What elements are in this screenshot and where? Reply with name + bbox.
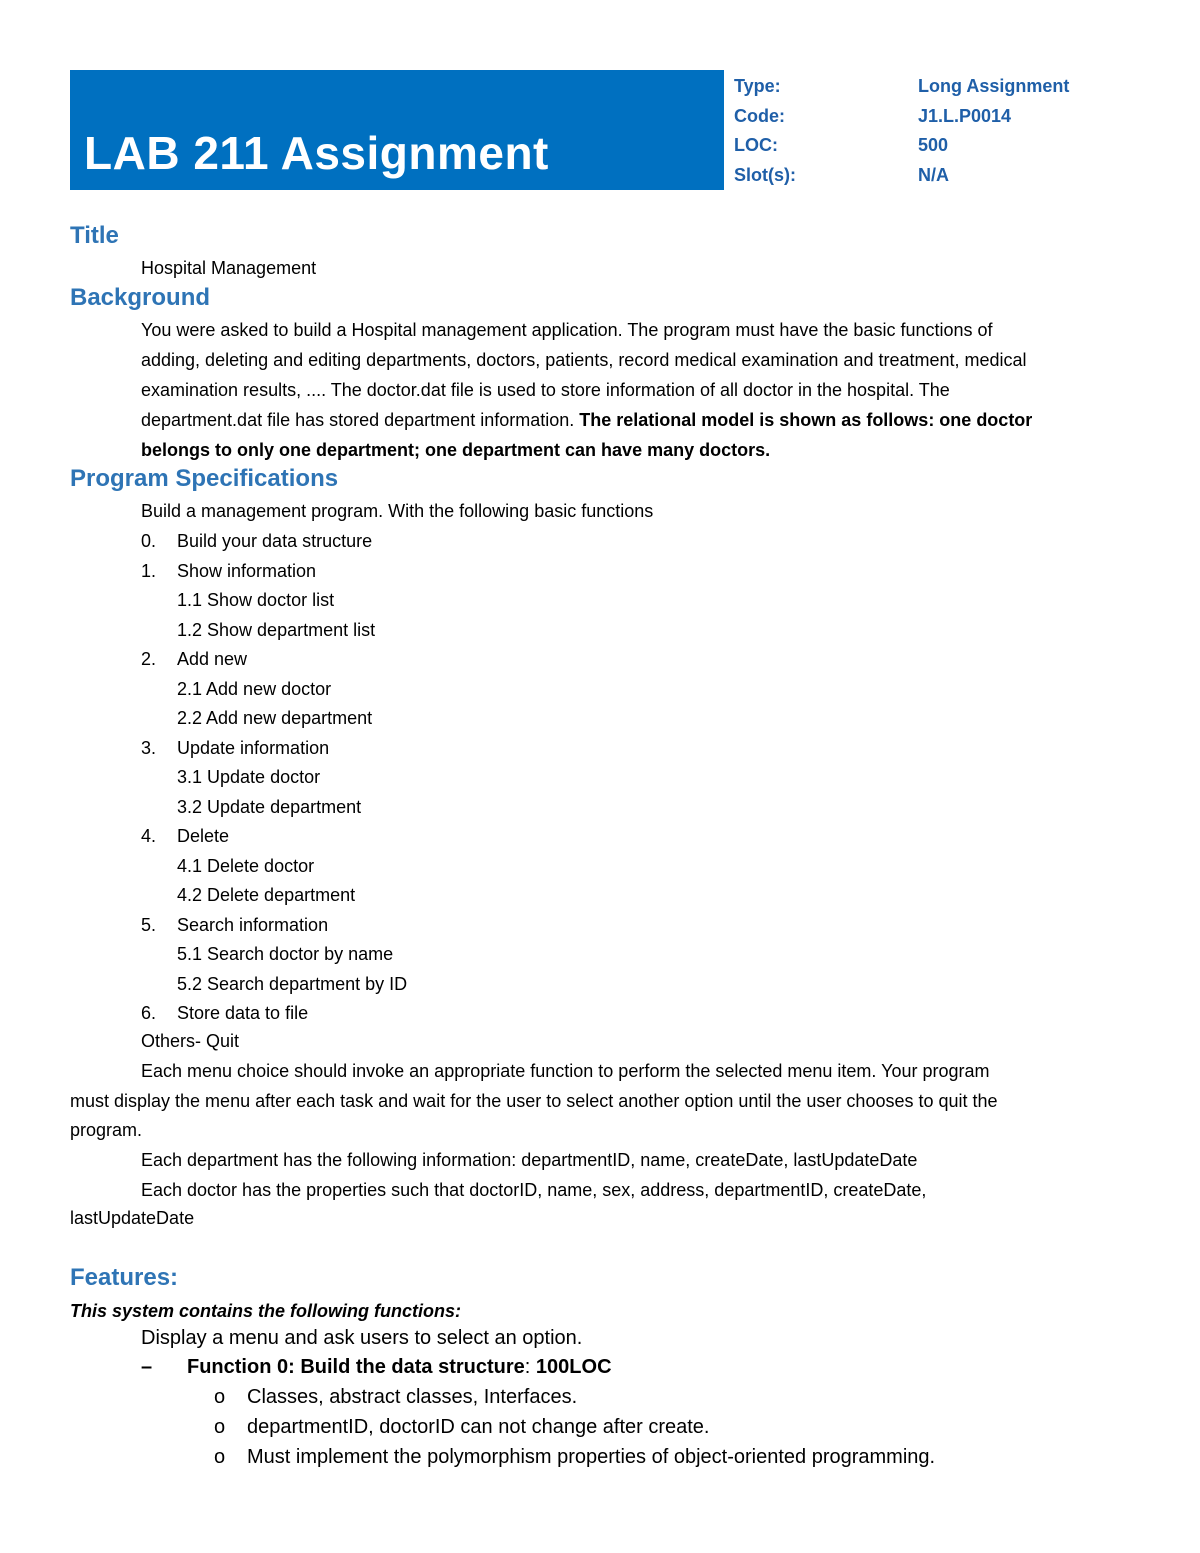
function-sub-item — [177, 974, 407, 995]
function-sub-item — [177, 856, 314, 877]
background-line: examination results, .... The doctor.dat file is used to store information of all doctor in the hospital. The — [141, 380, 950, 400]
department-info: Each department has the following information: departmentID, name, createDate, lastUpdateDate — [141, 1150, 918, 1170]
item-number: 2. — [141, 649, 157, 669]
background-line — [141, 410, 1032, 431]
background-heading: Background — [70, 284, 211, 311]
spec-heading: Program Specifications — [70, 465, 339, 492]
page-title: LAB 211 Assignment — [84, 127, 549, 179]
function-sub-item — [177, 767, 320, 788]
title-heading: Title — [70, 222, 119, 249]
meta-value: J1.L.P0014 — [918, 105, 1012, 126]
meta-row-code — [734, 106, 1154, 136]
meta-row-slots — [734, 165, 1154, 195]
function-list-item — [141, 561, 316, 582]
background-text: department.dat file has stored department information. — [141, 410, 580, 430]
meta-key: Type: — [734, 76, 781, 96]
background-line: adding, deleting and editing departments, doctors, patients, record medical examination and treatment, medical — [141, 350, 1027, 370]
item-number: 0. — [141, 531, 157, 551]
meta-key: Code: — [734, 105, 785, 126]
feature-bullet-text: Classes, abstract classes, Interfaces. — [247, 1386, 578, 1408]
function-list-item — [141, 1003, 308, 1024]
meta-key: Slot(s): — [734, 164, 796, 185]
item-text: 3.1 Update doctor — [177, 767, 321, 787]
meta-row-loc — [734, 135, 1154, 165]
meta-row-type — [734, 76, 1154, 106]
item-text: Delete — [177, 826, 230, 846]
item-text: 2.1 Add new doctor — [177, 678, 332, 699]
item-text: Show information — [177, 560, 317, 581]
doctor-info-line: lastUpdateDate — [70, 1208, 195, 1228]
meta-value: N/A — [918, 164, 949, 185]
menu-paragraph-line: Each menu choice should invoke an appropriate function to perform the selected menu item. Your program — [141, 1061, 990, 1081]
item-number: 4. — [141, 826, 157, 846]
circle-bullet-icon: o — [214, 1446, 226, 1468]
item-number: 1. — [141, 560, 157, 581]
item-text: 1.2 Show department list — [177, 619, 376, 640]
function-sub-item — [177, 590, 334, 611]
feature-bullet-text: departmentID, doctorID can not change after create. — [247, 1416, 710, 1438]
menu-paragraph-line: program. — [70, 1120, 143, 1140]
item-number: 3. — [141, 737, 157, 758]
title-banner — [70, 70, 724, 190]
feature-bullet — [214, 1416, 709, 1439]
function-sub-item — [177, 620, 375, 641]
function-list-item — [141, 649, 247, 670]
function-sub-item — [177, 885, 355, 906]
assignment-meta — [734, 76, 1154, 194]
feature-bullet — [214, 1386, 577, 1409]
meta-value: 500 — [918, 135, 949, 155]
feature-bullet-text: Must implement the polymorphism properties of object-oriented programming. — [247, 1446, 936, 1468]
item-text: 4.1 Delete doctor — [177, 855, 315, 876]
others-quit: Others- Quit — [141, 1031, 240, 1051]
relational-model-text: belongs to only one department; one department can have many doctors. — [141, 440, 771, 460]
doctor-info-line: Each doctor has the properties such that doctorID, name, sex, address, departmentID, createDate, — [141, 1180, 927, 1200]
item-text: 2.2 Add new department — [177, 708, 373, 728]
item-text: Store data to file — [177, 1003, 309, 1023]
item-text: Search information — [177, 914, 329, 935]
item-number: 6. — [141, 1003, 157, 1023]
function-list-item — [141, 826, 229, 847]
title-text: Hospital Management — [141, 258, 317, 278]
meta-key: LOC: — [734, 135, 778, 155]
function-0-separator: : — [524, 1356, 536, 1378]
function-list-item — [141, 531, 372, 552]
background-line: You were asked to build a Hospital management application. The program must have the basic functions of — [141, 320, 993, 340]
function-sub-item — [177, 679, 331, 700]
item-text: 5.1 Search doctor by name — [177, 944, 394, 964]
function-0-line — [141, 1356, 612, 1379]
function-0-title: Function 0: Build the data structure — [187, 1356, 525, 1378]
relational-model-text: The relational model is shown as follows: one doctor — [579, 410, 1033, 430]
menu-instruction: Display a menu and ask users to select an option. — [141, 1327, 583, 1349]
function-sub-item — [177, 797, 361, 818]
meta-value: Long Assignment — [918, 76, 1070, 96]
item-text: 1.1 Show doctor list — [177, 590, 335, 610]
item-text: Build your data structure — [177, 531, 373, 551]
function-list-item — [141, 738, 329, 759]
menu-paragraph-line: must display the menu after each task and wait for the user to select another option until the user chooses to quit the — [70, 1091, 998, 1111]
features-subtitle: This system contains the following functions: — [70, 1301, 462, 1321]
feature-bullet — [214, 1446, 935, 1469]
circle-bullet-icon: o — [214, 1386, 226, 1408]
item-text: 5.2 Search department by ID — [177, 973, 408, 994]
item-text: 4.2 Delete department — [177, 885, 356, 905]
spec-intro: Build a management program. With the following basic functions — [141, 501, 654, 521]
circle-bullet-icon: o — [214, 1416, 226, 1438]
function-sub-item — [177, 708, 372, 729]
function-sub-item — [177, 944, 393, 965]
dash-bullet: – — [141, 1356, 153, 1378]
features-heading: Features: — [70, 1264, 179, 1291]
item-text: 3.2 Update department — [177, 796, 362, 817]
item-number: 5. — [141, 914, 157, 935]
function-0-loc: 100LOC — [535, 1356, 612, 1378]
function-list-item — [141, 915, 328, 936]
item-text: Add new — [177, 649, 248, 669]
item-text: Update information — [177, 737, 330, 758]
